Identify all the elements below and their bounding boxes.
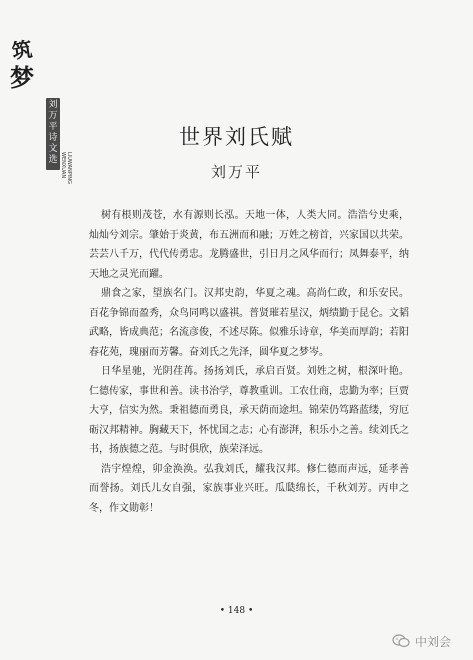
logo-char-2: 梦 — [10, 63, 34, 92]
series-subtitle: LIUWANPING WENXUAN — [60, 152, 72, 184]
paragraph: 树有根则茂苍，水有源则长泓。天地一体，人类大同。浩浩兮史乘，灿灿兮刘宗。肇始于炎黄，布五洲而和融；万姓之榜首，兴家国以共荣。芸芸八千万，代代传勇忠。龙腾盛世，引日月之风华而行；凤舞泰平，纳天地之灵光而躍。 — [89, 210, 409, 280]
article-body — [89, 206, 409, 518]
logo-char-1: 筑 — [10, 36, 34, 64]
author-name: 刘万平 — [210, 163, 262, 181]
wechat-icon — [392, 634, 410, 648]
watermark-text: 中刘会 — [415, 634, 452, 649]
paragraph: 日华星驰，光阴荏苒。扬扬刘氏，承启百贤。刘姓之树，根深叶艳。仁德传家，事世和善。读书治学，尊教重训。工农仕商，忠勤为率；巨贾大亨，信实为然。秉祖德而勇良，承天荫而途坦。锦荣仍笃路蓝缕，穷厄砺汉邦精神。胸藏天下，怀忧国之志；心有澎湃，积乐小之善。续刘氏之书，扬族德之范。与时俱欣，族荣泽远。 — [89, 366, 409, 455]
paragraph: 浩宇煌煌，卯金涣涣。弘我刘氏，耀我汉邦。修仁德而声远，延孝善而誉扬。刘氏儿女自强，家族事业兴旺。瓜瓞绵长，千秋刘芳。丙申之冬，作文勋彰！ — [89, 463, 409, 514]
page-number: • 148 • — [219, 606, 254, 616]
source-watermark — [392, 632, 451, 650]
paragraph: 鼎食之家，望族名门。汉邦史韵，华夏之魂。高尚仁政，和乐安民。百花争锦而盈秀，众鸟同鸣以盛祺。普贤璀若星汉，炳绩勤于昆仑。文韬武略，皆成典范；名流彦俊，不述尽陈。似雅乐诗章，华美而厚韵；若阳春花苑，瑰丽而芳馨。奋刘氏之先泽，圆华夏之梦岑。 — [89, 288, 409, 358]
page-title: 世界刘氏赋 — [179, 125, 294, 149]
series-title-text: 刘万平诗文选 — [48, 100, 58, 165]
